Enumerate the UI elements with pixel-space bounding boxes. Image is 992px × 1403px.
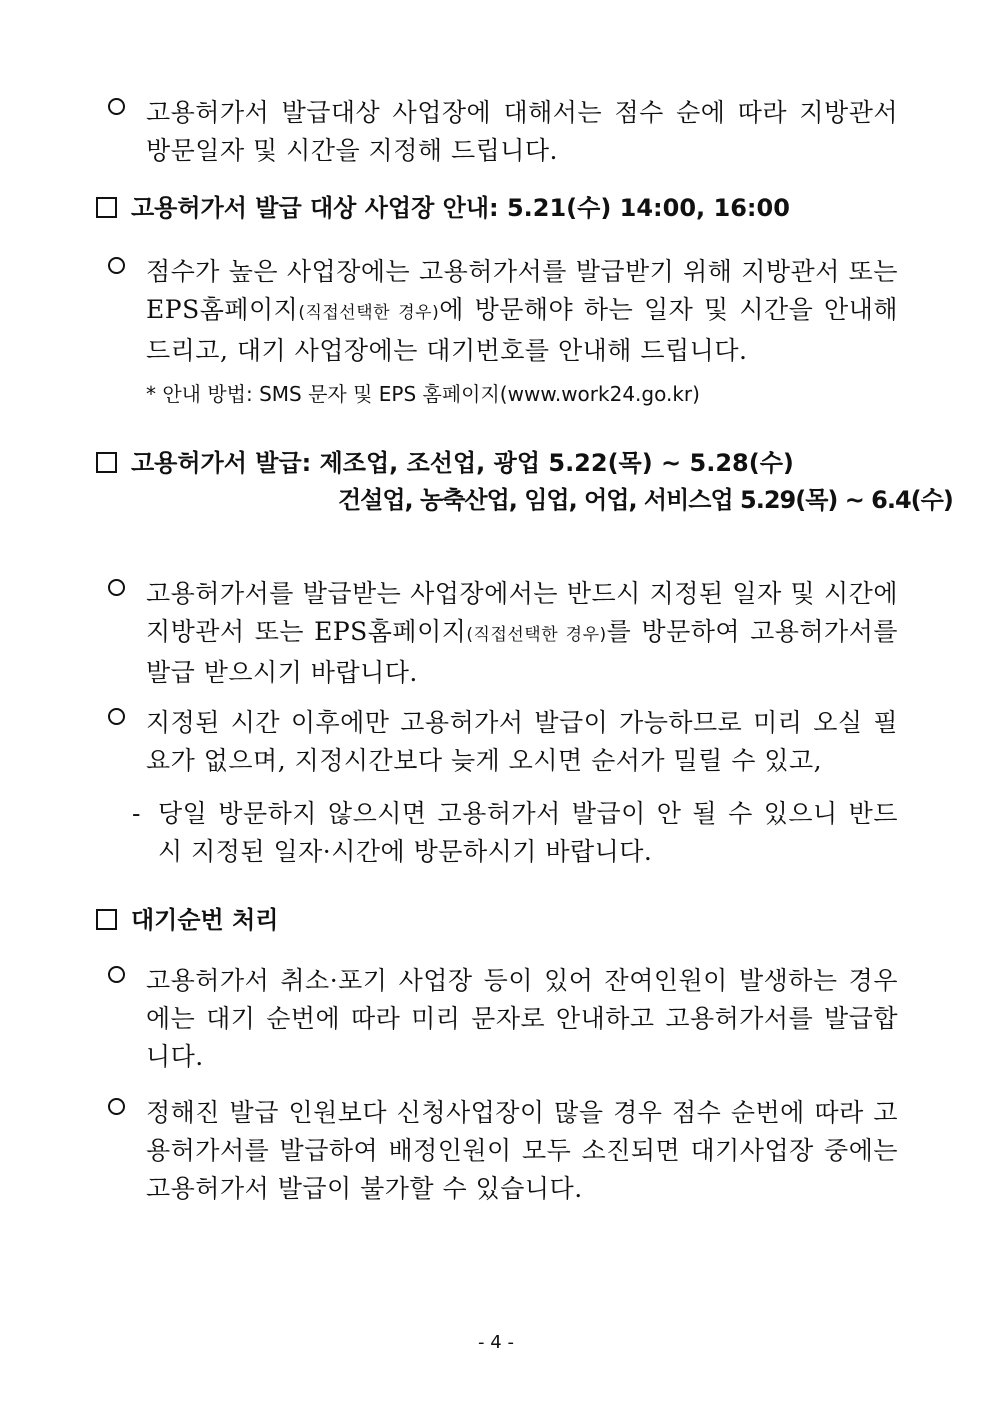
- bullet-visit-schedule: [108, 94, 898, 170]
- circle-bullet-icon: [108, 579, 125, 596]
- bullet-text: [146, 253, 898, 370]
- section-heading-issuance: [96, 448, 794, 478]
- bullet-small-text: (직접선택한 경우): [466, 625, 607, 645]
- dash-item-no-visit: [132, 795, 898, 871]
- heading-text: 고용허가서 발급: 제조업, 조선업, 광업 5.22(목) ~ 5.28(수): [131, 449, 794, 477]
- dash-mark: -: [132, 799, 141, 828]
- bullet-small-text: (직접선택한 경우): [298, 303, 440, 323]
- bullet-text: 정해진 발급 인원보다 신청사업장이 많을 경우 점수 순번에 따라 고용허가서를 발급하여 배정인원이 모두 소진되면 대기사업장 중에는 고용허가서 발급이 불가할 수 있습니다.: [146, 1098, 898, 1203]
- circle-bullet-icon: [108, 257, 125, 274]
- bullet-text-part: 고용허가서를 발급받는 사업장에서는 반드시 지정된 일자 및 시간에 지방관서 또는 EPS홈페이지: [146, 579, 898, 646]
- bullet-time-only: [108, 704, 898, 780]
- bullet-text-part: 점수가 높은 사업장에는 고용허가서를 발급받기 위해 지방관서 또는 EPS홈페이지: [146, 257, 898, 324]
- checkbox-square-icon: [96, 909, 117, 930]
- checkbox-square-icon: [96, 197, 117, 218]
- bullet-text: 지정된 시간 이후에만 고용허가서 발급이 가능하므로 미리 오실 필요가 없으며, 지정시간보다 늦게 오시면 순서가 밀릴 수 있고,: [146, 708, 898, 775]
- bullet-text: 고용허가서 취소·포기 사업장 등이 있어 잔여인원이 발생하는 경우에는 대기 순번에 따라 미리 문자로 안내하고 고용허가서를 발급합니다.: [146, 966, 898, 1071]
- section-heading-notice: [96, 193, 790, 223]
- page-number: - 4 -: [478, 1332, 514, 1353]
- bullet-text-part: 를 방문하여 고용허가서를 발급 받으시기 바랍니다.: [146, 617, 899, 687]
- bullet-text: 고용허가서 발급대상 사업장에 대해서는 점수 순에 따라 지방관서 방문일자 및 시간을 지정해 드립니다.: [146, 98, 898, 165]
- dash-text: 당일 방문하지 않으시면 고용허가서 발급이 안 될 수 있으니 반드시 지정된 일자·시간에 방문하시기 바랍니다.: [158, 799, 898, 866]
- checkbox-square-icon: [96, 452, 117, 473]
- section-heading-waiting: [96, 905, 278, 935]
- circle-bullet-icon: [108, 708, 125, 725]
- circle-bullet-icon: [108, 98, 125, 115]
- circle-bullet-icon: [108, 1098, 125, 1115]
- notice-method-note: * 안내 방법: SMS 문자 및 EPS 홈페이지(www.work24.go.kr): [146, 382, 700, 406]
- heading-text: 고용허가서 발급 대상 사업장 안내: 5.21(수) 14:00, 16:00: [131, 194, 790, 222]
- heading-text: 대기순번 처리: [131, 906, 279, 934]
- bullet-text-part: 에 방문해야 하는 일자 및 시간을 안내해 드리고, 대기 사업장에는 대기번호를 안내해 드립니다.: [146, 295, 898, 365]
- bullet-text: [146, 575, 898, 692]
- circle-bullet-icon: [108, 966, 125, 983]
- bullet-quota-exhausted: [108, 1094, 898, 1208]
- section-heading-issuance-line2: 건설업, 농축산업, 임업, 어업, 서비스업 5.29(목) ~ 6.4(수): [338, 486, 953, 514]
- bullet-visit-designated: [108, 575, 898, 692]
- bullet-high-score: [108, 253, 898, 370]
- bullet-remaining-quota: [108, 962, 898, 1076]
